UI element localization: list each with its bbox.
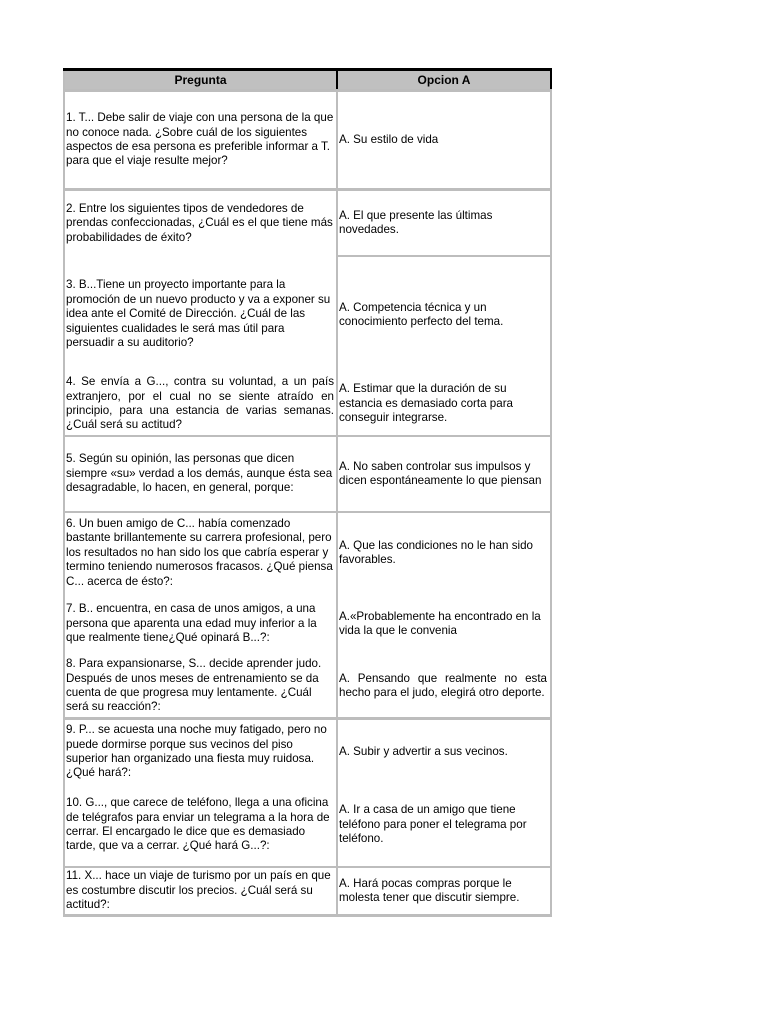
- table-row: [64, 719, 551, 785]
- header-row: [64, 70, 551, 91]
- table-row: [64, 436, 551, 512]
- table-row: [64, 373, 551, 436]
- option-cell: A. Hará pocas compras porque le molesta tener que discutir siempre.: [337, 867, 551, 916]
- table-row: [64, 593, 551, 655]
- question-cell: 11. X... hace un viaje de turismo por un país en que es costumbre discutir los precios. ¿Cuál será su actitud?:: [64, 867, 337, 916]
- option-cell: A. No saben controlar sus impulsos y dicen espontáneamente lo que piensan: [337, 436, 551, 512]
- table-row: [64, 91, 551, 190]
- question-cell: 10. G..., que carece de teléfono, llega a una oficina de telégrafos para enviar un telegrama a la hora de cerrar. El encargado le dice que es demasiado tarde, que va a cerrar. ¿Qué hará G...?:: [64, 784, 337, 867]
- option-cell: A. Ir a casa de un amigo que tiene teléfono para poner el telegrama por teléfono.: [337, 784, 551, 867]
- table-row: [64, 784, 551, 867]
- question-cell: 9. P... se acuesta una noche muy fatigado, pero no puede dormirse porque sus vecinos del piso superior han organizado una fiesta muy ruidosa. ¿Qué hará?:: [64, 719, 337, 785]
- question-cell: 4. Se envía a G..., contra su voluntad, a un país extranjero, por el cual no se siente atraído en principio, para una estancia de varias semanas. ¿Cuál será su actitud?: [64, 373, 337, 436]
- option-cell: A. Pensando que realmente no esta hecho para el judo, elegirá otro deporte.: [337, 655, 551, 719]
- option-cell: A.«Probablemente ha encontrado en la vida la que le convenia: [337, 593, 551, 655]
- question-cell: 2. Entre los siguientes tipos de vendedores de prendas confeccionadas, ¿Cuál es el que tiene más probabilidades de éxito?: [64, 190, 337, 257]
- question-cell: 3. B...Tiene un proyecto importante para la promoción de un nuevo producto y va a exponer su idea ante el Comité de Dirección. ¿Cuál de las siguientes cualidades le será mas útil para persuadir a su auditorio?: [64, 256, 337, 373]
- option-cell: A. Subir y advertir a sus vecinos.: [337, 719, 551, 785]
- question-cell: 7. B.. encuentra, en casa de unos amigos, a una persona que aparenta una edad muy inferior a la que realmente tiene¿Qué opinará B...?:: [64, 593, 337, 655]
- table-row: [64, 655, 551, 719]
- option-cell: A. Estimar que la duración de su estancia es demasiado corta para conseguir integrarse.: [337, 373, 551, 436]
- option-cell: A. Su estilo de vida: [337, 91, 551, 190]
- question-cell: 8. Para expansionarse, S... decide aprender judo. Después de unos meses de entrenamiento se da cuenta de que progresa muy lentamente. ¿Cuál será su reacción?:: [64, 655, 337, 719]
- question-cell: 1. T... Debe salir de viaje con una persona de la que no conoce nada. ¿Sobre cuál de los siguientes aspectos de esa persona es preferible informar a T. para que el viaje resulte mejor?: [64, 91, 337, 190]
- table-row: [64, 190, 551, 257]
- header-opcion-a: Opcion A: [337, 70, 551, 91]
- header-pregunta: Pregunta: [64, 70, 337, 91]
- option-cell: A. El que presente las últimas novedades.: [337, 190, 551, 257]
- option-cell: A. Que las condiciones no le han sido favorables.: [337, 512, 551, 593]
- question-cell: 5. Según su opinión, las personas que dicen siempre «su» verdad a los demás, aunque ésta sea desagradable, lo hacen, en general, porque:: [64, 436, 337, 512]
- questionnaire-table: [63, 68, 552, 917]
- option-cell: A. Competencia técnica y un conocimiento perfecto del tema.: [337, 256, 551, 373]
- question-cell: 6. Un buen amigo de C... había comenzado bastante brillantemente su carrera profesional, pero los resultados no han sido los que cabría esperar y termino teniendo numerosos fracasos. ¿Qué piensa C... acerca de ésto?:: [64, 512, 337, 593]
- table-row: [64, 512, 551, 593]
- table-row: [64, 867, 551, 916]
- table-row: [64, 256, 551, 373]
